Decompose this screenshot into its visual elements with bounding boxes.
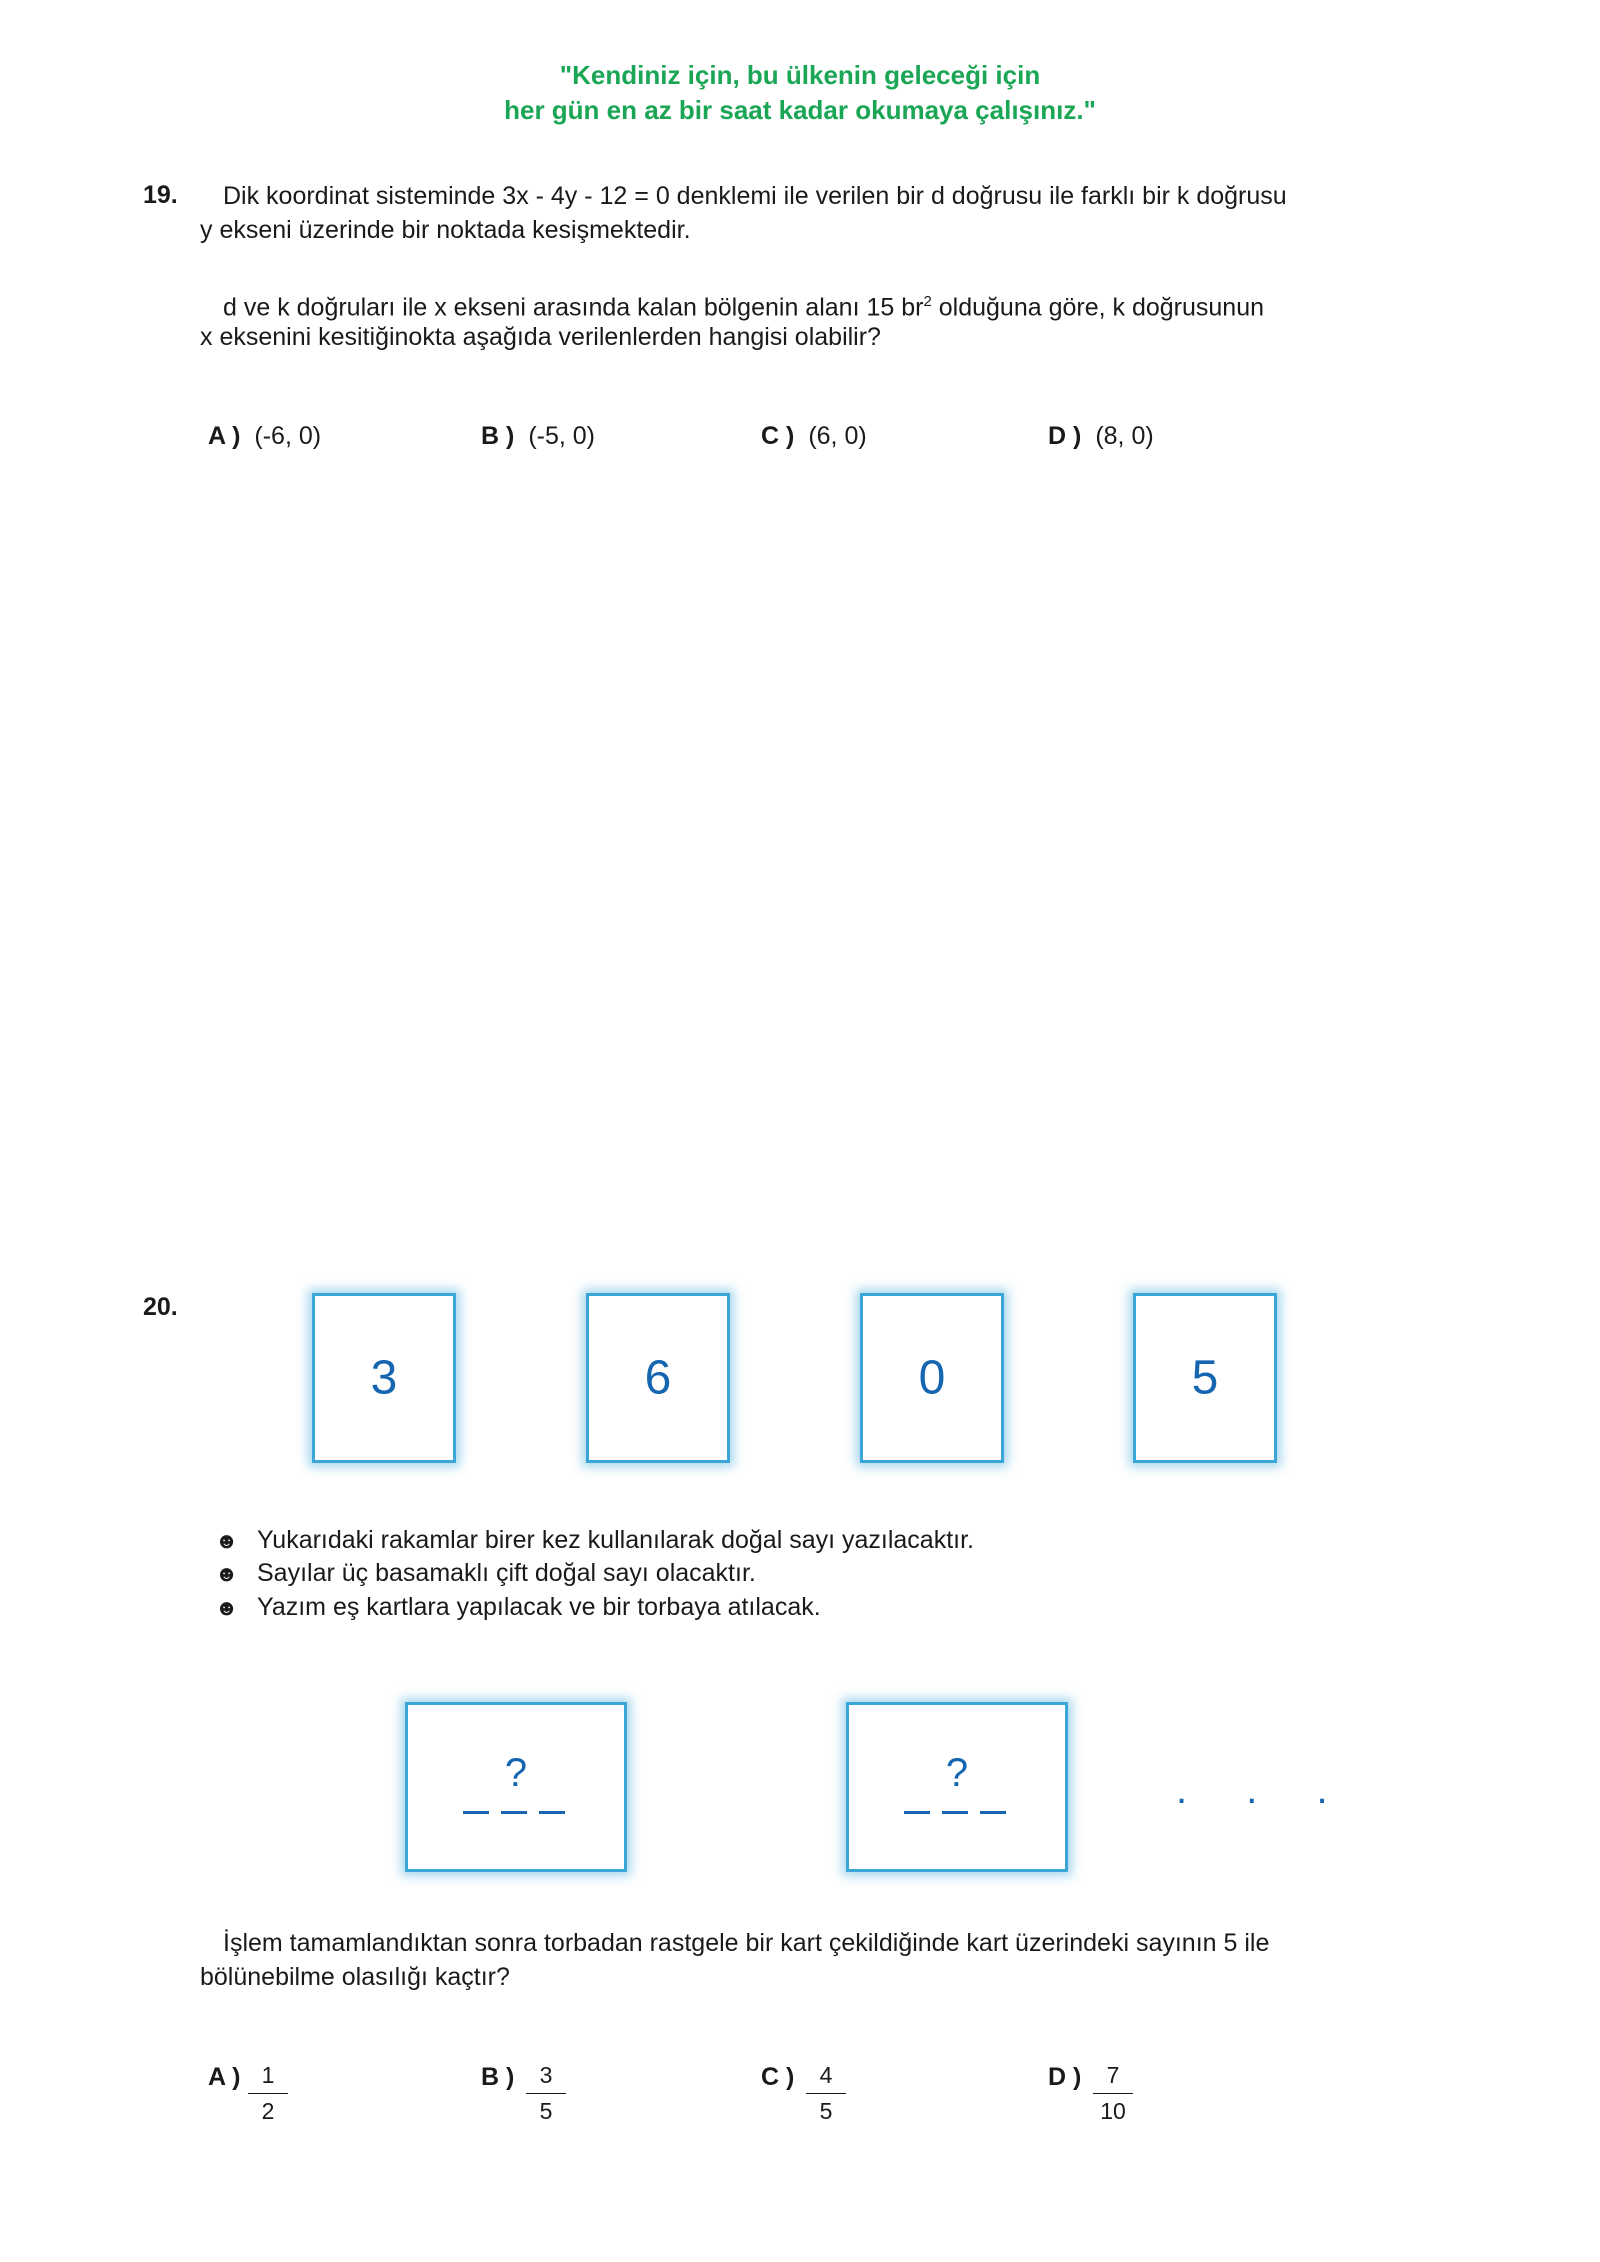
q20-option-b-letter[interactable]: B )	[481, 2063, 515, 2091]
q19-text-line-2: y ekseni üzerinde bir noktada kesişmektedir.	[200, 216, 691, 244]
option-letter: D )	[1048, 422, 1082, 450]
option-value: (-5, 0)	[528, 422, 596, 450]
smiley-bullet-icon: ☻	[215, 1561, 239, 1586]
q20-option-c-letter[interactable]: C )	[761, 2063, 795, 2091]
card-digit: 3	[370, 1351, 398, 1405]
q20-option-b-fraction[interactable]	[526, 2062, 566, 2125]
q19-option-b[interactable]	[481, 422, 595, 451]
denominator: 5	[539, 2098, 553, 2124]
option-value: (6, 0)	[808, 422, 867, 450]
option-letter: A )	[208, 422, 241, 450]
q20-option-d-fraction[interactable]	[1093, 2062, 1133, 2125]
numerator: 4	[806, 2062, 846, 2094]
q20-option-a-letter[interactable]: A )	[208, 2063, 241, 2091]
rule-text: Yukarıdaki rakamlar birer kez kullanılarak doğal sayı yazılacaktır.	[257, 1526, 974, 1554]
question-19-number: 19.	[143, 181, 178, 209]
rule-item-2	[215, 1559, 756, 1588]
motto-line-2: her gün en az bir saat kadar okumaya çalışınız."	[504, 95, 1096, 125]
q20-text-line-1: İşlem tamamlandıktan sonra torbadan rastgele bir kart çekildiğinde kart üzerindeki sayının 5 ile	[223, 1929, 1270, 1957]
rule-text: Sayılar üç basamaklı çift doğal sayı olacaktır.	[257, 1559, 756, 1587]
digit-blank	[463, 1811, 489, 1814]
question-20-number: 20.	[143, 1293, 178, 1321]
option-value: (8, 0)	[1095, 422, 1154, 450]
q20-option-c-fraction[interactable]	[806, 2062, 846, 2125]
superscript-two: 2	[923, 293, 932, 310]
digit-blank	[904, 1811, 930, 1814]
digit-blank	[539, 1811, 565, 1814]
q19-text-line-1: Dik koordinat sisteminde 3x - 4y - 12 = 0 denklemi ile verilen bir d doğrusu ile farklı bir k doğrusu	[223, 182, 1287, 210]
smiley-bullet-icon: ☻	[215, 1528, 239, 1553]
rule-item-3	[215, 1593, 821, 1622]
digit-card-2	[586, 1293, 730, 1463]
digit-blank	[980, 1811, 1006, 1814]
q19-line-3b: olduğuna göre, k doğrusunun	[931, 293, 1264, 322]
card-digit: 6	[644, 1351, 672, 1405]
ellipsis: . . .	[1176, 1768, 1352, 1812]
digit-blank	[942, 1811, 968, 1814]
rule-text: Yazım eş kartlara yapılacak ve bir torbaya atılacak.	[257, 1593, 821, 1621]
option-letter: C )	[761, 422, 795, 450]
numerator: 3	[526, 2062, 566, 2094]
denominator: 5	[819, 2098, 833, 2124]
q19-option-c[interactable]	[761, 422, 867, 451]
q20-option-d-letter[interactable]: D )	[1048, 2063, 1082, 2091]
option-letter: B )	[481, 422, 515, 450]
blank-number-card-2	[846, 1702, 1068, 1872]
rule-item-1	[215, 1526, 974, 1555]
numerator: 1	[248, 2062, 288, 2094]
question-mark: ?	[945, 1751, 969, 1795]
denominator: 10	[1100, 2098, 1126, 2124]
option-value: (-6, 0)	[254, 422, 322, 450]
smiley-bullet-icon: ☻	[215, 1595, 239, 1620]
numerator: 7	[1093, 2062, 1133, 2094]
q19-text-line-4: x eksenini kesitiğinokta aşağıda verilenlerden hangisi olabilir?	[200, 323, 881, 351]
digit-card-1	[312, 1293, 456, 1463]
motto	[0, 58, 1600, 128]
q19-option-a[interactable]	[208, 422, 321, 451]
blank-number-card-1	[405, 1702, 627, 1872]
card-digit: 5	[1191, 1351, 1219, 1405]
card-digit: 0	[918, 1351, 946, 1405]
question-mark: ?	[504, 1751, 528, 1795]
q19-line-3a: d ve k doğruları ile x ekseni arasında kalan bölgenin alanı 15 br	[223, 293, 924, 322]
denominator: 2	[261, 2098, 275, 2124]
motto-line-1: "Kendiniz için, bu ülkenin geleceği için	[559, 60, 1041, 90]
q20-option-a-fraction[interactable]	[248, 2062, 288, 2125]
digit-card-3	[860, 1293, 1004, 1463]
q19-option-d[interactable]	[1048, 422, 1154, 451]
digit-card-4	[1133, 1293, 1277, 1463]
q20-text-line-2: bölünebilme olasılığı kaçtır?	[200, 1963, 510, 1991]
q19-text-line-3	[223, 285, 1264, 324]
digit-blank	[501, 1811, 527, 1814]
